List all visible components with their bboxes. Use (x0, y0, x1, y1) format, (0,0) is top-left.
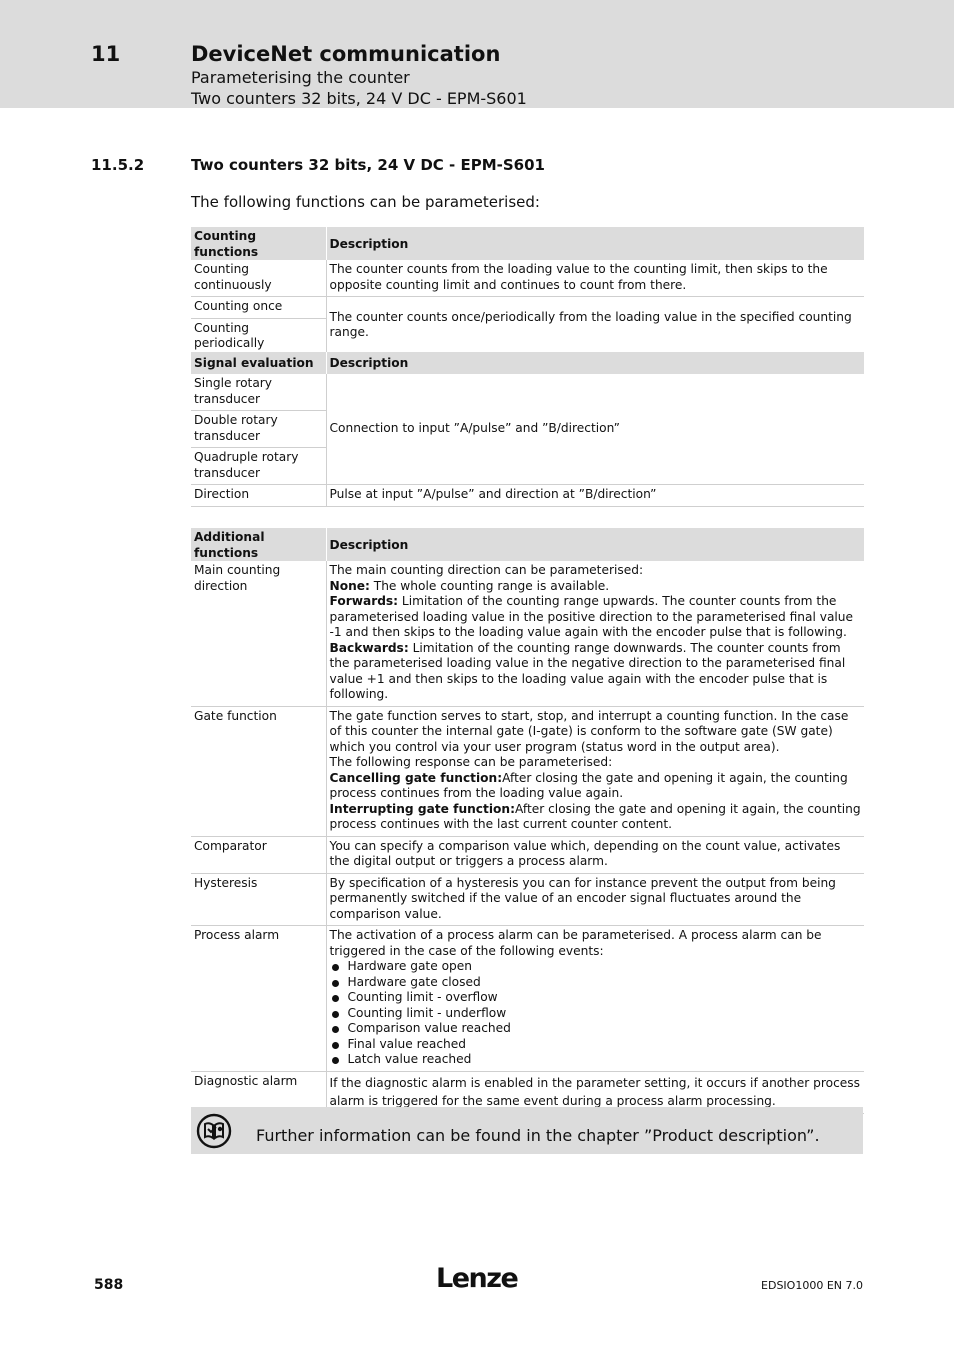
section-intro: The following functions can be parameterised: (191, 193, 540, 211)
table-row (191, 297, 864, 319)
row-name: Direction (191, 485, 326, 507)
desc-line (330, 641, 862, 703)
row-name: Gate function (191, 706, 326, 836)
row-description: You can specify a comparison value which, depending on the count value, activates the digital output or triggers a process alarm. (326, 836, 864, 873)
desc-line: The following response can be parameterised: (329, 755, 613, 769)
table-header: Additional functions (191, 528, 326, 561)
document-reference: EDSIO1000 EN 7.0 (761, 1279, 863, 1292)
row-name: Diagnostic alarm (191, 1071, 326, 1113)
row-name: Main counting direction (191, 561, 326, 706)
row-description: If the diagnostic alarm is enabled in the parameter setting, it occurs if another process alarm is triggered for the same event during a process alarm processing. (326, 1071, 864, 1113)
lenze-logo: Lenze (436, 1263, 518, 1294)
desc-line: The activation of a process alarm can be parameterised. A process alarm can be triggered in the case of the following events: (329, 928, 822, 958)
chapter-title: DeviceNet communication (191, 42, 501, 66)
row-description (326, 706, 864, 836)
row-name: Process alarm (191, 926, 326, 1072)
row-description (326, 926, 864, 1072)
desc-text: Limitation of the counting range upwards. The counter counts from the parameterised loading value in the positive direction to the parameterised final value -1 and then skips to the loading value again with the encoder pulse that is following. (329, 594, 854, 639)
row-name: Double rotary transducer (191, 411, 326, 448)
desc-line (330, 594, 862, 641)
desc-line (330, 802, 862, 833)
table-header: Description (326, 528, 864, 561)
desc-text: After closing the gate and opening it again, the counting process continues from the loading value again. (329, 770, 848, 800)
table-row (191, 561, 864, 706)
counting-functions-table (191, 227, 864, 356)
table-header: Signal evaluation (191, 352, 326, 374)
list-item: Comparison value reached (330, 1021, 862, 1037)
page-number: 588 (94, 1277, 124, 1293)
desc-label: Interrupting gate function: (329, 801, 515, 816)
row-name: Hysteresis (191, 873, 326, 926)
signal-evaluation-table (191, 352, 864, 507)
table-row (191, 926, 864, 1072)
row-name: Single rotary transducer (191, 374, 326, 411)
list-item: Hardware gate open (330, 959, 862, 975)
list-item: Final value reached (330, 1037, 862, 1053)
note-box (191, 1107, 863, 1154)
row-name: Counting once (191, 297, 326, 319)
table-row (191, 260, 864, 297)
list-item: Hardware gate closed (330, 975, 862, 991)
chapter-number: 11 (91, 42, 121, 66)
desc-text: The whole counting range is available. (369, 578, 610, 593)
desc-label: Backwards: (329, 640, 409, 655)
desc-text: After closing the gate and opening it again, the counting process continues with the last current counter content. (329, 801, 861, 831)
row-name: Counting periodically (191, 318, 326, 355)
table-header: Counting functions (191, 227, 326, 260)
row-description: Connection to input ”A/pulse” and ”B/direction” (326, 374, 864, 485)
row-name: Comparator (191, 836, 326, 873)
table-header: Description (326, 227, 864, 260)
desc-line: The gate function serves to start, stop, and interrupt a counting function. In the case of this counter the internal gate (I-gate) is conform to the software gate (SW gate) which you control via your user program (status word in the output area). (329, 708, 849, 754)
desc-label: None: (329, 578, 370, 593)
row-description: The counter counts from the loading value to the counting limit, then skips to the opposite counting limit and continues to count from there. (326, 260, 864, 297)
desc-line: The main counting direction can be parameterised: (329, 563, 644, 577)
list-item: Counting limit - underflow (330, 1006, 862, 1022)
additional-functions-table (191, 528, 864, 1114)
table-row (191, 873, 864, 926)
row-name: Quadruple rotary transducer (191, 448, 326, 485)
desc-line (330, 579, 862, 595)
desc-label: Forwards: (329, 594, 399, 608)
row-description: The counter counts once/periodically from the loading value in the specified counting range. (326, 297, 864, 356)
list-item: Latch value reached (330, 1052, 862, 1068)
row-description: By specification of a hysteresis you can for instance prevent the output from being permanently switched if the value of an encoder signal fluctuates around the comparison value. (326, 873, 864, 926)
row-name: Counting continuously (191, 260, 326, 297)
table-header: Description (326, 352, 864, 374)
row-description (326, 561, 864, 706)
table-row (191, 706, 864, 836)
list-item: Counting limit - overflow (330, 990, 862, 1006)
table-row (191, 485, 864, 507)
reference-book-icon (196, 1113, 232, 1149)
note-text: Further information can be found in the chapter ”Product description”. (256, 1126, 820, 1145)
desc-line (330, 771, 862, 802)
event-list (330, 959, 862, 1068)
header-subtitle-2: Two counters 32 bits, 24 V DC - EPM-S601 (191, 89, 527, 108)
desc-text: Limitation of the counting range downwards. The counter counts from the parameterised loading value in the negative direction to the parameterised final value +1 and then skips to the loading value again with the encoder pulse that is following. (329, 640, 846, 701)
row-description: Pulse at input ”A/pulse” and direction at ”B/direction” (326, 485, 864, 507)
desc-label: Cancelling gate function: (329, 770, 503, 785)
header-subtitle-1: Parameterising the counter (191, 68, 410, 87)
table-row (191, 836, 864, 873)
section-number: 11.5.2 (91, 156, 145, 174)
section-title: Two counters 32 bits, 24 V DC - EPM-S601 (191, 156, 545, 174)
table-row (191, 374, 864, 411)
